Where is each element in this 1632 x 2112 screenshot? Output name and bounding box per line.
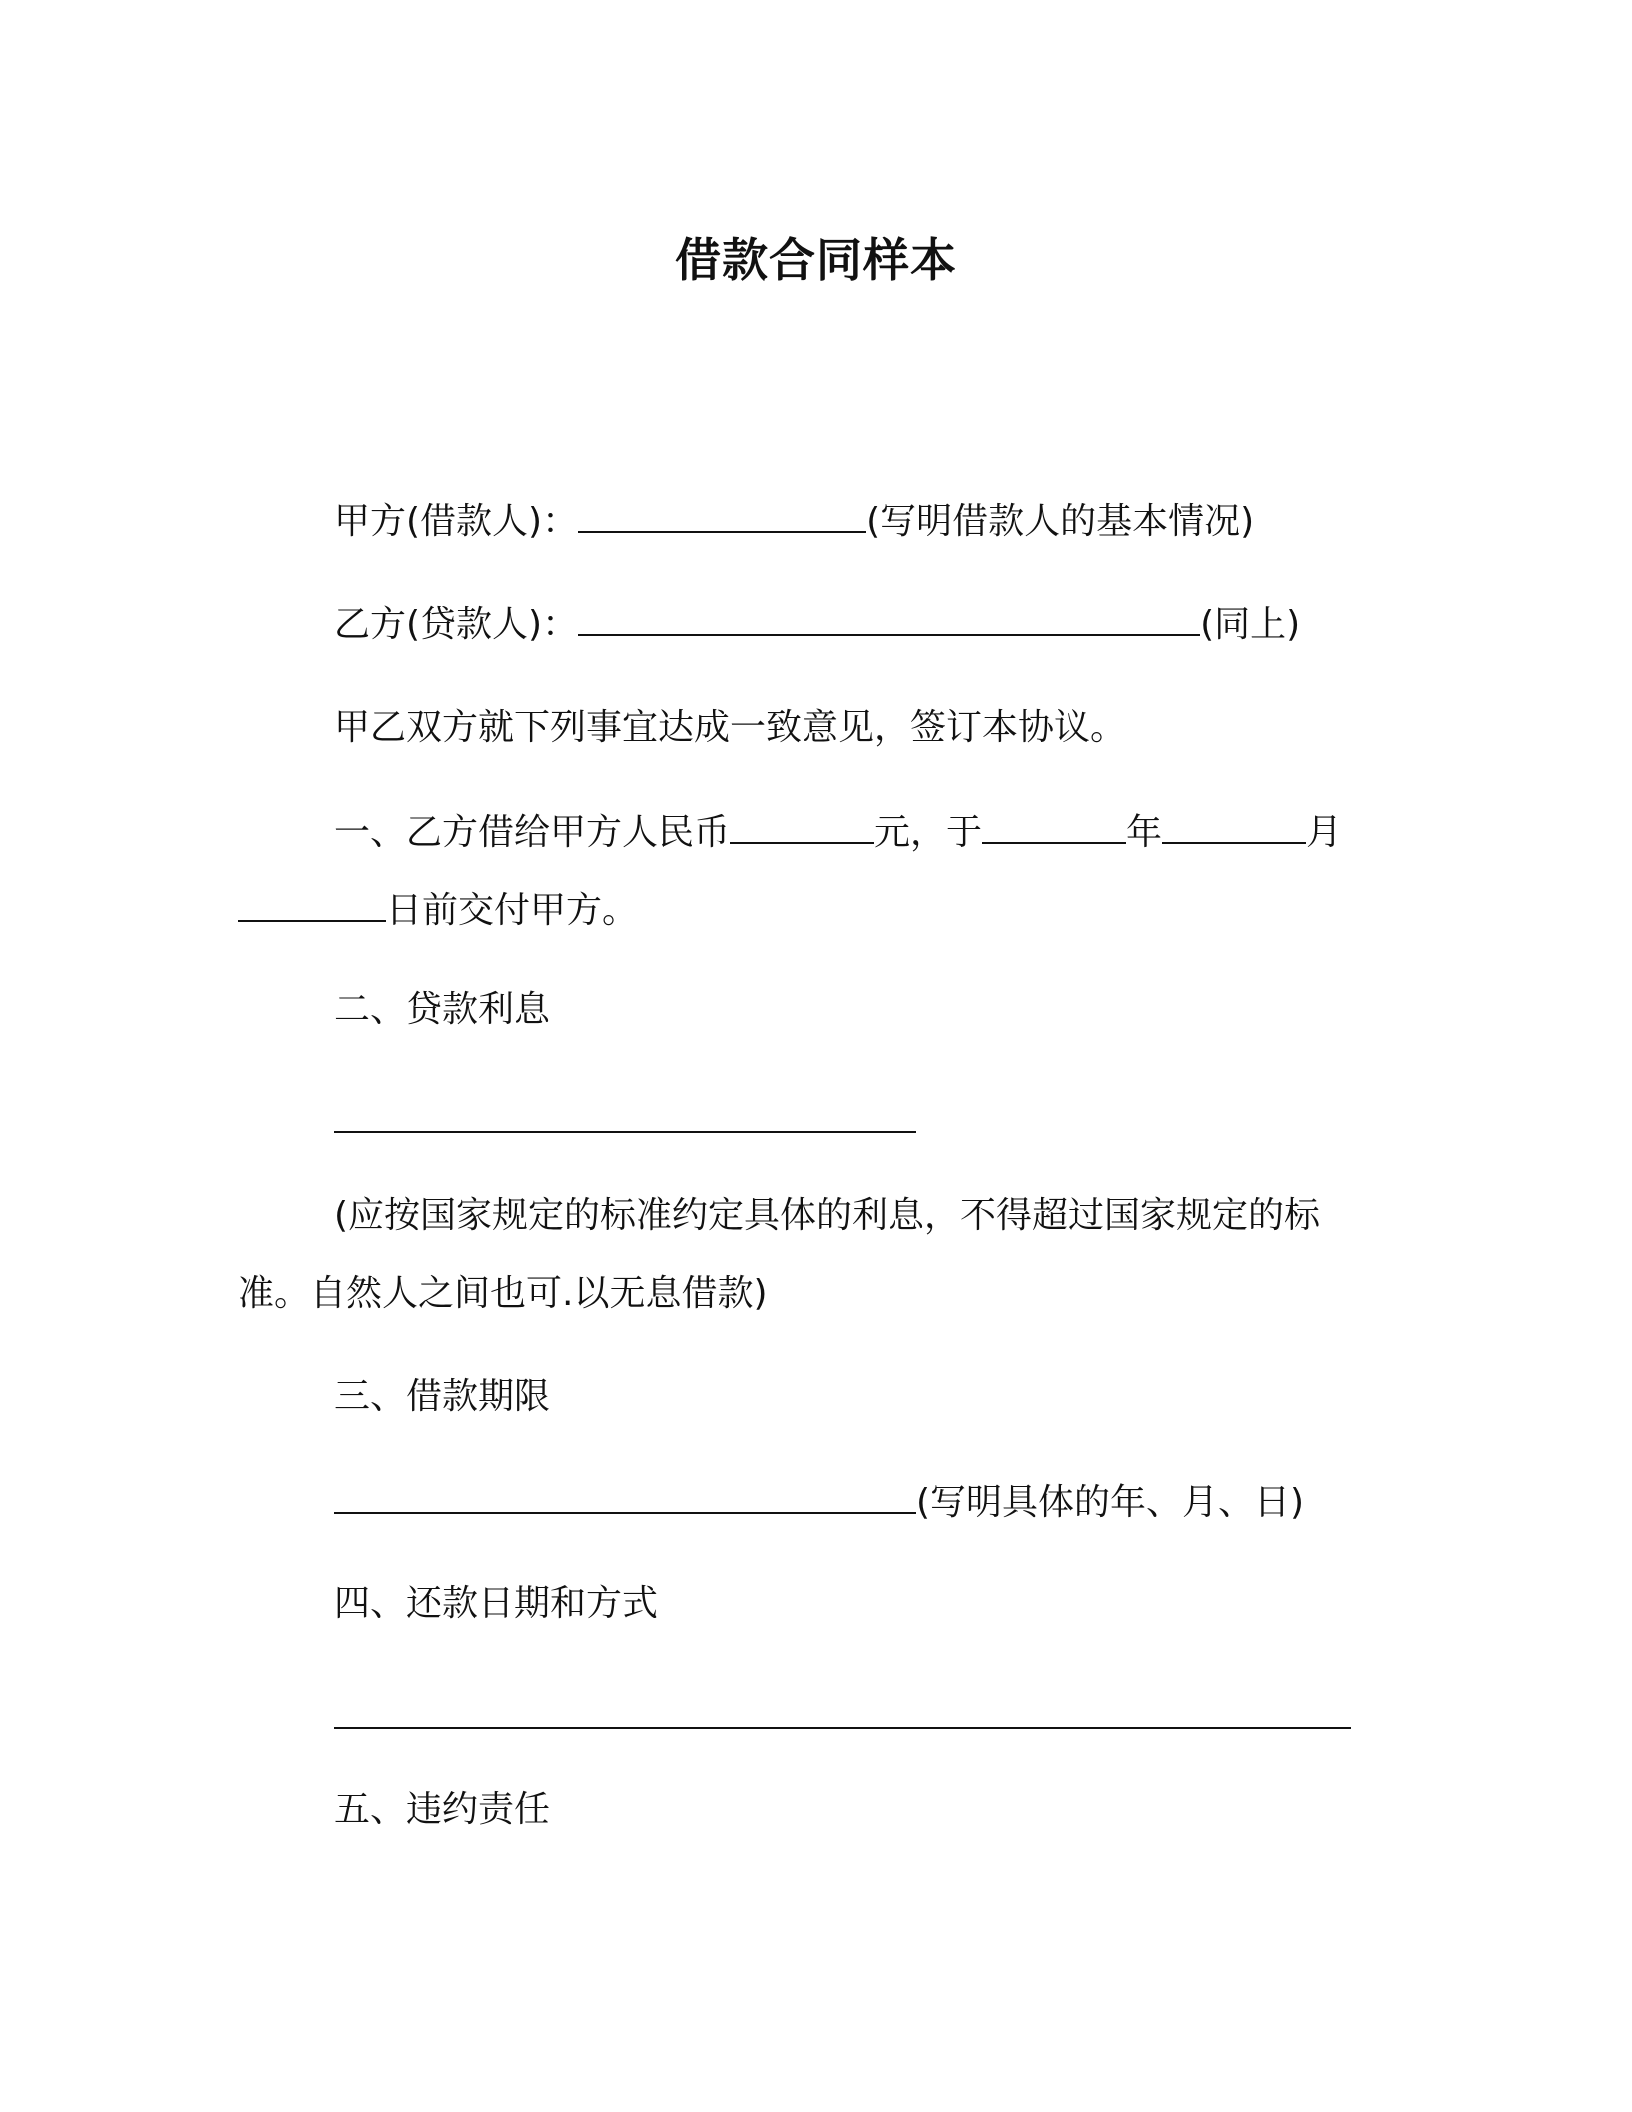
clause-1-text-a: 一、乙方借给甲方人民币 bbox=[334, 812, 731, 853]
day-blank bbox=[238, 886, 386, 922]
month-blank bbox=[1162, 808, 1306, 844]
year-blank bbox=[982, 808, 1126, 844]
document-title: 借款合同样本 bbox=[675, 233, 957, 287]
clause-1-line-1 bbox=[334, 808, 1342, 855]
amount-blank bbox=[730, 808, 874, 844]
intro-text: 甲乙双方就下列事宜达成一致意见，签订本协议。 bbox=[334, 707, 1127, 748]
clause-1-text-e: 日前交付甲方。 bbox=[386, 890, 639, 931]
interest-blank bbox=[334, 1131, 916, 1133]
party-a-blank bbox=[578, 497, 866, 533]
term-blank bbox=[334, 1478, 916, 1514]
clause-1-line-2 bbox=[238, 886, 638, 933]
clause-3-note: (写明具体的年、月、日) bbox=[916, 1482, 1305, 1523]
party-b-note: (同上) bbox=[1200, 604, 1301, 645]
clause-2-note-line-1: (应按国家规定的标准约定具体的利息，不得超过国家规定的标 bbox=[334, 1195, 1321, 1236]
clause-2-note-line-2: 准。自然人之间也可.以无息借款) bbox=[238, 1273, 768, 1314]
party-b-label: 乙方(贷款人)： bbox=[334, 604, 579, 645]
clause-2-heading: 二、贷款利息 bbox=[334, 989, 551, 1030]
clause-5-heading: 五、违约责任 bbox=[334, 1789, 551, 1830]
clause-3-term-line bbox=[334, 1478, 1304, 1525]
party-a-note: (写明借款人的基本情况) bbox=[866, 501, 1255, 542]
repayment-blank bbox=[334, 1727, 1351, 1729]
clause-4-heading: 四、还款日期和方式 bbox=[334, 1583, 659, 1624]
clause-1-text-d: 月 bbox=[1306, 812, 1343, 853]
clause-3-heading: 三、借款期限 bbox=[334, 1376, 551, 1417]
party-a-label: 甲方(借款人)： bbox=[334, 501, 579, 542]
clause-1-text-b: 元，于 bbox=[874, 812, 983, 853]
party-b-line bbox=[334, 600, 1300, 647]
party-a-line bbox=[334, 497, 1254, 544]
clause-1-text-c: 年 bbox=[1126, 812, 1163, 853]
party-b-blank bbox=[578, 600, 1200, 636]
